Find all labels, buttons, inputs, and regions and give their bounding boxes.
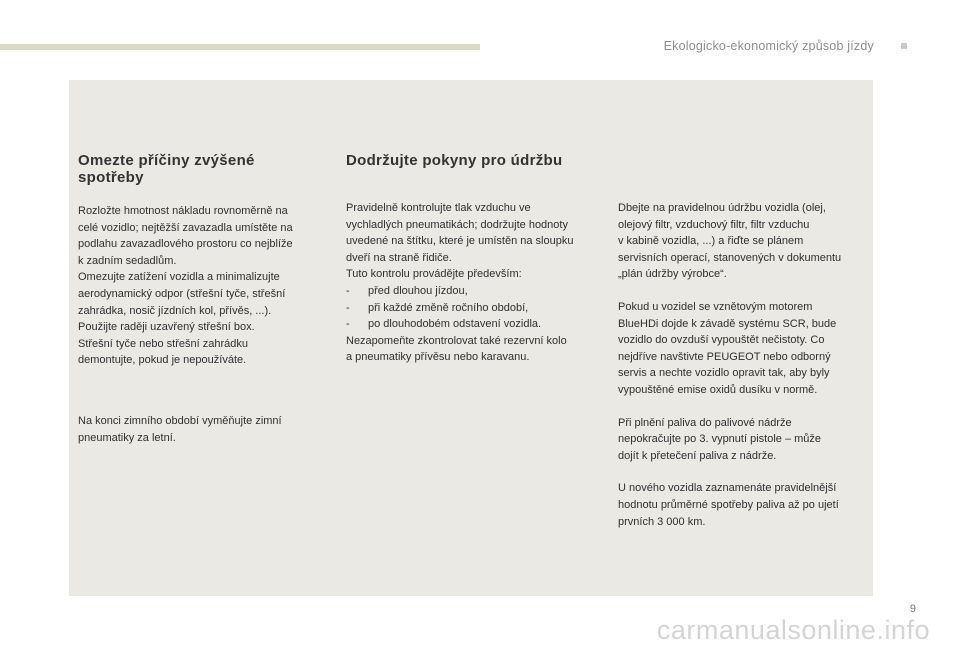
- left-column: [78, 152, 328, 446]
- list-item: - před dlouhou jízdou,: [346, 283, 606, 300]
- section-title: Ekologicko-ekonomický způsob jízdy: [663, 39, 874, 53]
- maintenance-list: [346, 283, 606, 333]
- left-heading-line2: spotřeby: [78, 169, 144, 186]
- page-number: 9: [909, 603, 916, 615]
- dash-icon: -: [346, 284, 350, 297]
- watermark: carmanualsonline.info: [656, 615, 930, 645]
- right-paragraph-3: Při plnění paliva do palivové nádrže nepokračujte po 3. vypnutí pistole – může dojít k přetečení paliva z nádrže.: [618, 416, 822, 462]
- middle-intro: Pravidelně kontrolujte tlak vzduchu ve vychladlých pneumatikách; dodržujte hodnoty uvedené na štítku, které je umístěn na sloupku dveří na straně řidiče. Tuto kontrolu provádějte především:: [346, 202, 574, 281]
- right-paragraph-4: U nového vozidla zaznamenáte pravidelnější hodnotu průměrné spotřeby paliva až po ujetí prvních 3 000 km.: [618, 482, 839, 528]
- right-paragraph-2: Pokud u vozidel se vznětovým motorem BlueHDi dojde k závadě systému SCR, bude vozidlo do ovzduší vypouštět nečistoty. Co nejdříve navštivte PEUGEOT nebo odborný servis a nechte vozidlo opravit tak, aby byly vypouštěné emise oxidů dusíku v normě.: [618, 300, 837, 396]
- right-paragraph-1: Dbejte na pravidelnou údržbu vozidla (olej, olejový filtr, vzduchový filtr, filtr vzduchu v kabině vozidla, ...) a řiďte se plánem servisních operací, stanovených v dokumentu „plán údržby výrobce“.: [618, 202, 842, 281]
- dash-icon: -: [346, 318, 350, 331]
- left-heading-line1: Omezte příčiny zvýšené: [78, 152, 255, 169]
- header-square-icon: [901, 43, 907, 49]
- left-paragraph-1: Rozložte hmotnost nákladu rovnoměrně na celé vozidlo; nejtěžší zavazadla umístěte na podlahu zavazadlového prostoru co nejblíže k zadním sedadlům. Omezujte zatížení vozidla a minimalizujte aerodynamický odpor (střešní tyče, střešní zahrádka, nosič jízdních kol, přívěs, ...). Použijte raději uzavřený střešní box. Střešní tyče nebo střešní zahrádku demontujte, pokud je nepoužíváte.: [78, 205, 293, 367]
- header-accent-bar: [0, 44, 480, 50]
- left-paragraph-2: Na konci zimního období vyměňujte zimní pneumatiky za letní.: [78, 414, 282, 444]
- middle-heading-wrap: [346, 152, 606, 169]
- middle-heading: Dodržujte pokyny pro údržbu: [346, 152, 563, 169]
- list-item: - po dlouhodobém odstavení vozidla.: [346, 316, 606, 333]
- middle-outro: Nezapomeňte zkontrolovat také rezervní kolo a pneumatiky přívěsu nebo karavanu.: [346, 334, 567, 364]
- left-heading: [78, 152, 328, 186]
- middle-column: [346, 200, 606, 366]
- dash-icon: -: [346, 301, 350, 314]
- list-item: - při každé změně ročního období,: [346, 300, 606, 317]
- right-column: [618, 200, 873, 530]
